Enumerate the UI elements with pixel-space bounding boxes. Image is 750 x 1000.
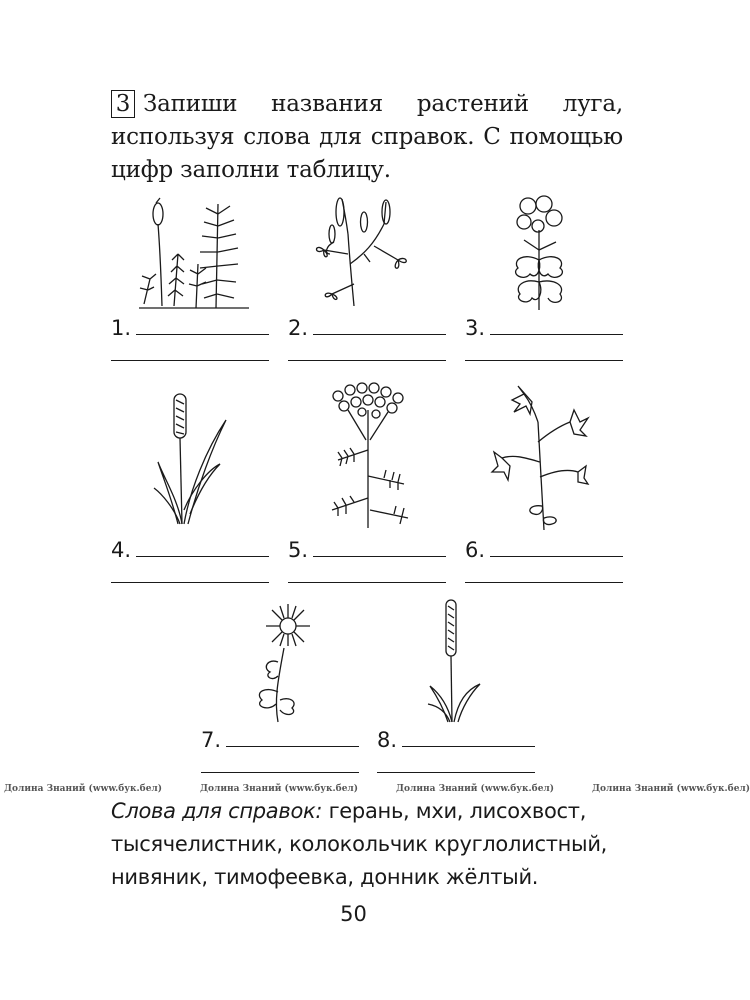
answer-line[interactable] (313, 334, 446, 335)
answer-line[interactable] (288, 360, 446, 361)
answer-line[interactable] (465, 582, 623, 583)
moss-icon (134, 194, 254, 312)
oxeye-daisy-icon (244, 600, 324, 724)
watermark: Долина Знаний (www.бук.бел) (4, 784, 163, 794)
watermark: Долина Знаний (www.бук.бел) (396, 784, 555, 794)
answer-line[interactable] (490, 556, 623, 557)
answer-line[interactable] (136, 334, 269, 335)
reference-words-lead: Слова для справок: (111, 799, 323, 823)
answer-line[interactable] (402, 746, 535, 747)
answer-line[interactable] (465, 360, 623, 361)
sweet-clover-icon (304, 194, 424, 312)
task-statement (111, 88, 623, 187)
answer-slot-2: 2. (288, 316, 446, 340)
answer-line[interactable] (136, 556, 269, 557)
watermark: Долина Знаний (www.бук.бел) (200, 784, 359, 794)
page-number: 50 (340, 902, 367, 926)
geranium-icon (484, 190, 594, 312)
answer-line[interactable] (288, 582, 446, 583)
watermark: Долина Знаний (www.бук.бел) (592, 784, 750, 794)
yarrow-icon (318, 380, 418, 530)
answer-slot-1: 1. (111, 316, 269, 340)
answer-slot-4: 4. (111, 538, 269, 562)
task-text: Запиши названия растений луга, используя слова для справок. С помощью цифр заполни таблицу. (111, 91, 623, 183)
timothy-grass-icon (424, 598, 484, 724)
task-number-box: 3 (111, 90, 135, 118)
answer-line[interactable] (201, 772, 359, 773)
foxtail-icon (150, 390, 230, 526)
reference-words (111, 795, 641, 894)
bellflower-icon (490, 382, 590, 532)
answer-line[interactable] (111, 582, 269, 583)
answer-slot-3: 3. (465, 316, 623, 340)
answer-line[interactable] (226, 746, 359, 747)
answer-line[interactable] (377, 772, 535, 773)
answer-slot-8: 8. (377, 728, 535, 752)
answer-line[interactable] (111, 360, 269, 361)
answer-slot-6: 6. (465, 538, 623, 562)
answer-line[interactable] (490, 334, 623, 335)
answer-slot-5: 5. (288, 538, 446, 562)
answer-line[interactable] (313, 556, 446, 557)
answer-slot-7: 7. (201, 728, 359, 752)
reference-words-list: герань, мхи, лисохвост, тысячелистник, колокольчик круглолистный, нивяник, тимофеевка, донник жёлтый. (111, 799, 608, 889)
